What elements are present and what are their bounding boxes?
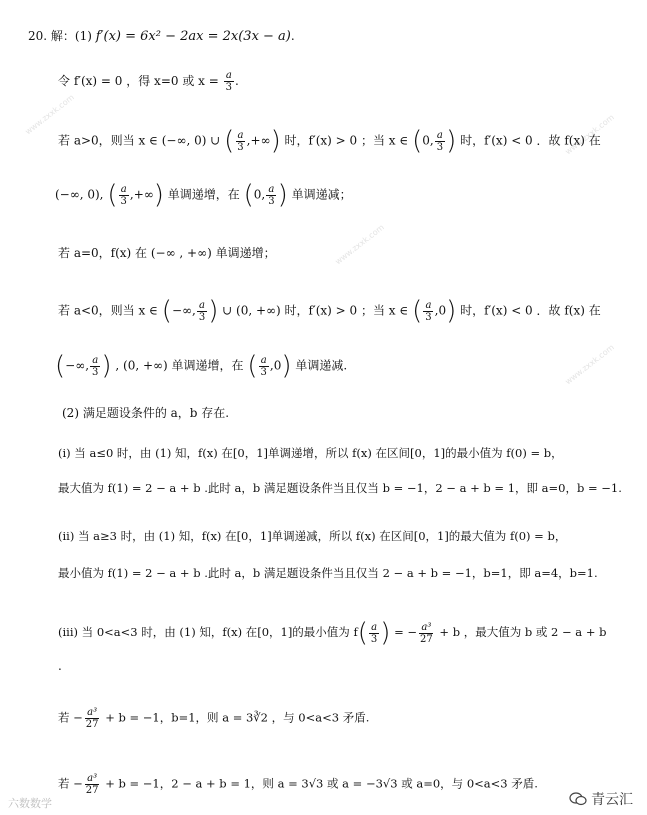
line-8: (2) 满足题设条件的 a，b 存在. bbox=[62, 406, 230, 420]
line-7: (−∞, $\frac{a}{3}$ ) , (0, +∞) 单调递增，在 ( $\frac{a}{3}$ ,0) 单调递减. bbox=[55, 351, 348, 381]
line-6: 若 a<0，则当 x ∈ (−∞, $\frac{a}{3}$ ) ∪ (0, +∞) 时，f′(x) > 0 ；当 x ∈ ( $\frac{a}{3}$ ,0) 时，f′(x) < 0 ．故 f(x) 在 bbox=[58, 296, 601, 326]
background-watermark: www.zxxk.com bbox=[23, 92, 76, 137]
problem-number: 20. bbox=[28, 29, 48, 43]
site-watermark: 六数数学 bbox=[8, 797, 52, 810]
line-5: 若 a=0，f(x) 在 (−∞ , +∞) 单调递增； bbox=[58, 246, 276, 260]
line-14: . bbox=[58, 659, 62, 673]
fraction: $\frac{a}{3}$ bbox=[225, 70, 232, 93]
line-9: (i) 当 a≤0 时，由 (1) 知，f(x) 在[0，1]单调递增，所以 f(x) 在区间[0，1]的最小值为 f(0) = b， bbox=[58, 446, 563, 460]
background-watermark: www.zxxk.com bbox=[563, 112, 616, 157]
line-15: 若 − $\frac{\text{a³}}{27}$ + b = −1，b=1，则 a = 3∛2 ，与 0<a<3 矛盾. bbox=[58, 707, 370, 730]
solution-label: 解：(1) bbox=[50, 29, 92, 43]
background-watermark: www.zxxk.com bbox=[333, 222, 386, 267]
line-12: 最小值为 f(1) = 2 − a + b .此时 a，b 满足题设条件当且仅当 2 − a + b = −1，b=1，即 a=4，b=1. bbox=[58, 566, 598, 580]
line-10: 最大值为 f(1) = 2 − a + b .此时 a，b 满足题设条件当且仅当 b = −1，2 − a + b = 1，即 a=0，b = −1. bbox=[58, 481, 622, 495]
wechat-watermark bbox=[569, 789, 633, 809]
watermark-text: 青云汇 bbox=[591, 792, 633, 808]
line-3: 若 a>0，则当 x ∈ (−∞, 0) ∪ ( $\frac{a}{3}$ ,+∞) 时，f′(x) > 0 ；当 x ∈ (0, $\frac{a}{3}$ ) 时，f′(x) < 0 ．故 f(x) 在 bbox=[58, 126, 601, 156]
line-16: 若 − $\frac{\text{a³}}{27}$ + b = −1，2 − a + b = 1，则 a = 3√3 或 a = −3√3 或 a=0，与 0<a<3 矛盾. bbox=[58, 773, 538, 796]
line-2: 令 f′(x) = 0 ，得 x=0 或 x = $\frac{a}{3}$ . bbox=[58, 70, 239, 93]
line-1: 20. 解：(1) f′(x) = 6x² − 2ax = 2x(3x − a). bbox=[28, 29, 295, 44]
line-4: (−∞, 0), ( $\frac{a}{3}$ ,+∞) 单调递增，在 (0, $\frac{a}{3}$ ) 单调递减； bbox=[55, 180, 352, 210]
wechat-icon bbox=[569, 792, 587, 806]
derivative-formula: f′(x) = 6x² − 2ax = 2x(3x − a) bbox=[95, 29, 291, 44]
line-11: (ii) 当 a≥3 时，由 (1) 知，f(x) 在[0，1]单调递减，所以 f(x) 在区间[0，1]的最大值为 f(0) = b， bbox=[58, 529, 567, 543]
background-watermark: www.zxxk.com bbox=[563, 342, 616, 387]
line-13: (iii) 当 0<a<3 时，由 (1) 知，f(x) 在[0，1]的最小值为 f( $\frac{a}{3}$ ) = − $\frac{\text{a³}}{27}$ + b ，最大值为 b 或 2 − a + b bbox=[58, 618, 607, 648]
